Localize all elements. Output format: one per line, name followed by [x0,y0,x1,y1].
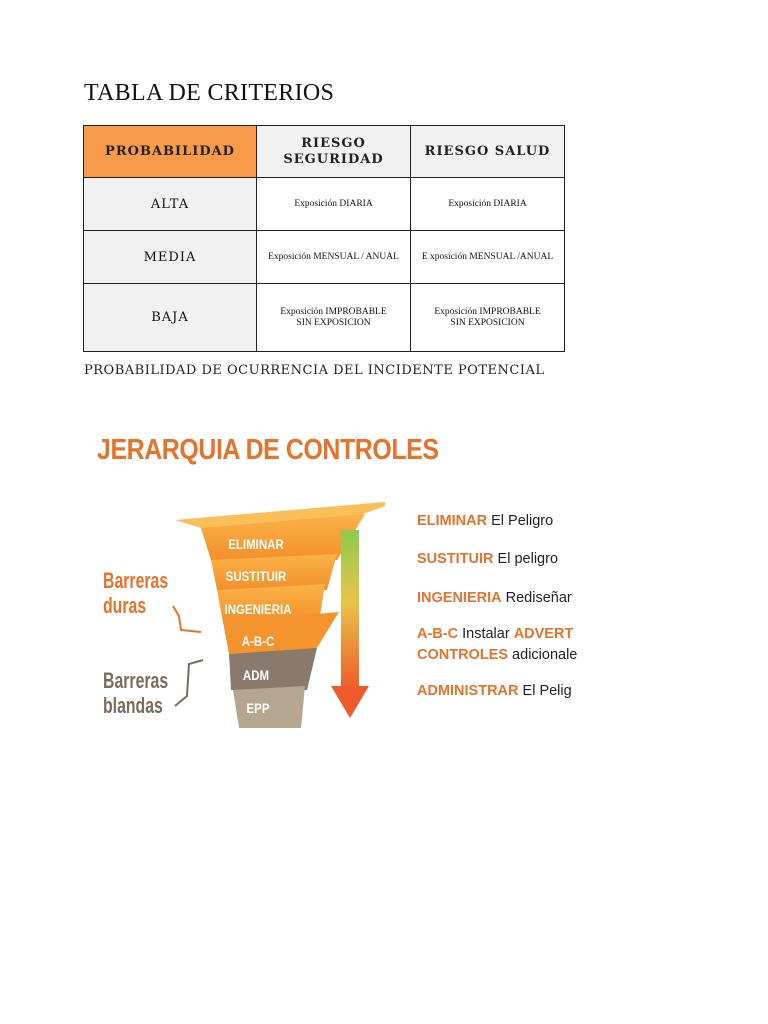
arrow-head [331,686,369,718]
seguridad-cell [257,284,411,352]
hard-barriers-line2: duras [103,593,147,618]
tier-label-eliminar: ELIMINAR [228,536,284,552]
control-keyword: ADMINISTRAR [417,683,519,699]
control-text: adicionale [508,647,578,663]
table-row [84,178,565,231]
tier-label-epp: EPP [246,700,270,716]
level-cell: ALTA [84,178,257,231]
control-text: El Peligro [487,513,554,529]
soft-barriers-line2: blandas [103,693,163,718]
control-keyword: SUSTITUIR [417,551,494,567]
infographic-title: JERARQUIA DE CONTROLES [97,434,439,466]
tier-label-sustituir: SUSTITUIR [225,568,287,584]
control-ingenieria [417,590,572,606]
control-abc [417,626,573,642]
tier-label-ingenieria: INGENIERIA [224,601,292,617]
header-riesgo-salud: RIESGO SALUD [411,126,565,178]
soft-barriers-line1: Barreras [103,668,169,693]
control-keyword-2: ADVERT [513,626,574,642]
seguridad-cell: Exposición MENSUAL / ANUAL [257,231,411,284]
hard-barriers-line1: Barreras [103,568,169,593]
control-administrar [417,683,572,699]
soft-barrier-bracket [175,660,203,706]
level-cell: MEDIA [84,231,257,284]
controls-hierarchy-infographic [93,420,585,738]
control-text: Rediseñar [501,590,572,606]
control-keyword: INGENIERIA [417,590,502,606]
hard-barrier-bracket [173,606,201,632]
hard-barriers-label [103,568,168,618]
table-caption: PROBABILIDAD DE OCURRENCIA DEL INCIDENTE POTENCIAL [84,363,545,378]
salud-cell: Exposición DIARIA [411,178,565,231]
control-keyword: ELIMINAR [417,513,488,529]
control-keyword: A-B-C [417,626,459,642]
control-keyword: CONTROLES [417,647,509,663]
soft-barriers-label [103,668,168,718]
salud-cell [411,284,565,352]
salud-cell: E xposición MENSUAL /ANUAL [411,231,565,284]
arrow-shaft [341,530,359,690]
table-header-row [84,126,565,178]
header-probabilidad: PROBABILIDAD [84,126,257,178]
control-sustituir [417,551,558,567]
control-eliminar [417,513,553,529]
control-controles [417,647,577,663]
control-text: Instalar [458,626,514,642]
table-row [84,284,565,352]
seguridad-cell: Exposición DIARIA [257,178,411,231]
tier-label-adm: ADM [242,667,270,683]
control-text: El Pelig [518,683,572,699]
seguridad-text: Exposición IMPROBABLE SIN EXPOSICION [280,306,387,328]
header-riesgo-seguridad [257,126,411,178]
document-title: TABLA DE CRITERIOS [84,80,335,106]
tier-label-abc: A-B-C [241,633,275,649]
control-text: El peligro [493,551,559,567]
criteria-table [83,125,565,352]
table-row [84,231,565,284]
level-cell: BAJA [84,284,257,352]
header-riesgo-seguridad-label: RIESGO SEGURIDAD [283,135,384,167]
salud-text: Exposición IMPROBABLE SIN EXPOSICION [434,306,541,328]
